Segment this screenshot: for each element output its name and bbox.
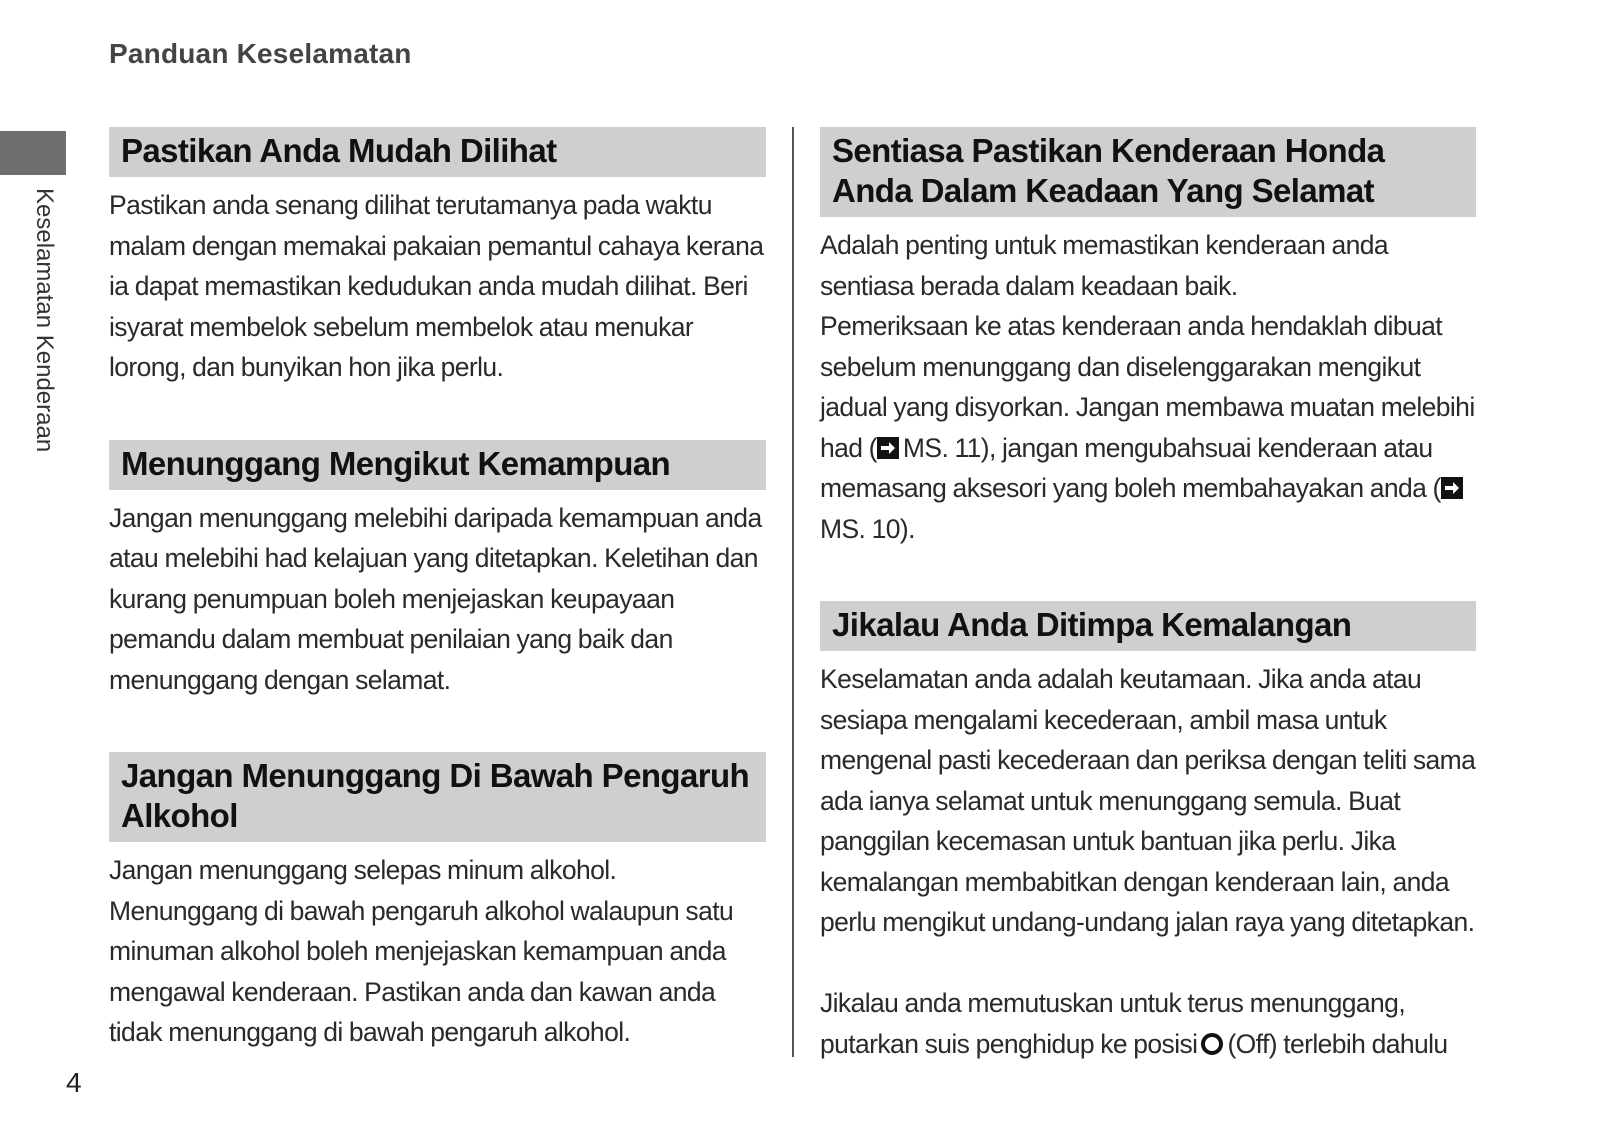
section-vehicle-safe-condition xyxy=(820,127,1476,549)
body-text: ). xyxy=(899,513,915,544)
section-visibility xyxy=(109,127,766,388)
page-header-title: Panduan Keselamatan xyxy=(109,38,412,69)
arrow-right-icon xyxy=(1441,477,1463,499)
section-heading: Menunggang Mengikut Kemampuan xyxy=(109,440,766,490)
section-body: Pastikan anda senang dilihat terutamanya pada waktu malam dengan memakai pakaian pemantul cahaya kerana ia dapat memastikan kedudukan anda mudah dilihat. Beri isyarat membelok sebelum membelok atau menukar lorong, dan bunyikan hon jika perlu. xyxy=(109,190,764,382)
page-reference-link[interactable]: MS. 10 xyxy=(820,513,900,544)
left-column xyxy=(109,127,766,1105)
body-text: Jikalau anda memutuskan untuk terus menunggang, putarkan suis penghidup ke posisi xyxy=(820,988,1406,1059)
section-no-alcohol xyxy=(109,752,766,1053)
section-ride-within-limits xyxy=(109,440,766,701)
body-paragraph xyxy=(820,983,1476,1064)
body-paragraph: Keselamatan anda adalah keutamaan. Jika anda atau sesiapa mengalami kecederaan, ambil masa untuk mengenal pasti kecederaan dan periksa dengan teliti sama ada ianya selamat untuk menunggang semula. Buat panggilan kecemasan untuk bantuan jika perlu. Jika kemalangan membabitkan dengan kenderaan lain, anda perlu mengikut undang-undang jalan raya yang ditetapkan. xyxy=(820,664,1476,937)
section-body xyxy=(820,225,1476,549)
body-text: Pemeriksaan ke atas kenderaan anda hendaklah dibuat sebelum menunggang dan diselenggarakan mengikut jadual yang disyorkan. Jangan membawa muatan melebihi had ( xyxy=(820,311,1475,463)
body-text: ), jangan mengubahsuai kenderaan atau memasang aksesori yang boleh membahayakan anda ( xyxy=(820,432,1441,503)
page-reference-link[interactable]: MS. 11 xyxy=(902,432,981,463)
circle-off-icon xyxy=(1201,1033,1223,1055)
section-body: Jangan menunggang melebihi daripada kemampuan anda atau melebihi had kelajuan yang ditetapkan. Keletihan dan kurang penumpuan boleh menjejaskan keupayaan pemandu dalam membuat penilaian yang baik dan menunggang dengan selamat. xyxy=(109,502,762,695)
right-column xyxy=(820,127,1476,1116)
section-accident xyxy=(820,601,1476,1064)
section-heading: Pastikan Anda Mudah Dilihat xyxy=(109,127,766,177)
section-heading: Sentiasa Pastikan Kenderaan Honda Anda Dalam Keadaan Yang Selamat xyxy=(820,127,1476,217)
arrow-right-icon xyxy=(877,437,899,459)
section-tab-label: Keselamatan Kenderaan xyxy=(31,188,58,453)
column-divider xyxy=(792,127,794,1057)
body-paragraph: Adalah penting untuk memastikan kenderaan anda sentiasa berada dalam keadaan baik. xyxy=(820,230,1389,301)
page-number: 4 xyxy=(66,1067,82,1098)
body-text: (Off) terlebih dahulu xyxy=(1227,1028,1448,1059)
section-heading: Jikalau Anda Ditimpa Kemalangan xyxy=(820,601,1476,651)
section-heading: Jangan Menunggang Di Bawah Pengaruh Alkohol xyxy=(109,752,766,842)
section-tab-marker xyxy=(0,131,66,175)
body-paragraph xyxy=(820,306,1476,549)
section-body xyxy=(820,659,1476,1064)
section-body: Jangan menunggang selepas minum alkohol. Menunggang di bawah pengaruh alkohol walaupun satu minuman alkohol boleh menjejaskan kemampuan anda mengawal kenderaan. Pastikan anda dan kawan anda tidak menunggang di bawah pengaruh alkohol. xyxy=(109,855,734,1047)
paragraph-spacer xyxy=(820,943,1476,984)
